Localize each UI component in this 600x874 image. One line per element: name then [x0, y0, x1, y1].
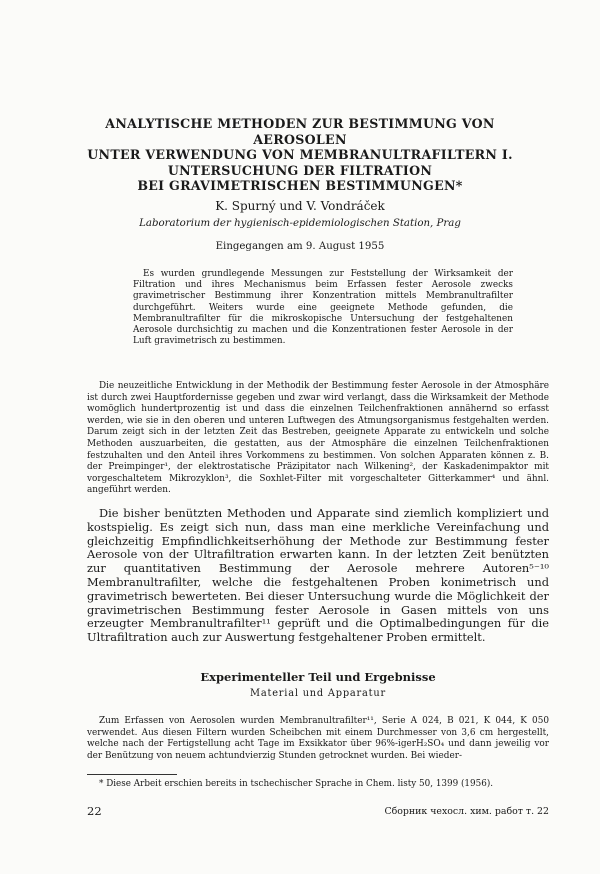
body-paragraph-2: Die bisher benützten Methoden und Apparate sind ziemlich kompliziert und kostspielig. Es zeigt sich nun, dass man eine merkliche Vereinfachung und gleichzeitig Empfindlichkeitserhöhung der Methode zur Bestimmung fester Aerosole von der Ultrafiltration erwarten kann. In der letzten Zeit benützten zur quantitativen Bestimmung der Aerosole mehrere Autoren⁵⁻¹⁰ Membranultrafilter, welche die festgehaltenen Proben konimetrisch und gravimetrisch bewerteten. Bei dieser Untersuchung wurde die Möglichkeit der gravimetrischen Bestimmung fester Aerosole in Gasen mittels von uns erzeugter Membranultrafilter¹¹ geprüft und die Optimalbedingungen für die Ultrafiltration auch zur Auswertung festgehaltener Proben ermittelt. — [87, 506, 549, 645]
abstract: Es wurden grundlegende Messungen zur Feststellung der Wirksamkeit der Filtration und ihres Mechanismus beim Erfassen fester Aerosole zwecks gravimetrischer Bestimmung ihrer Konzentration mittels Membranultrafilter durchgeführt. Weiters wurde eine geeignete Methode gefunden, die Membranultrafilter für die mikroskopische Untersuchung der festgehaltenen Aerosole durchsichtig zu machen und die Konzentrationen fester Aerosole in der Luft gravimetrisch zu bestimmen. — [133, 269, 513, 347]
received-date: Eingegangen am 9. August 1955 — [215, 241, 385, 252]
authors: K. Spurný und V. Vondráček — [215, 199, 385, 213]
journal-reference: Сборник чехосл. хим. работ т. 22 — [384, 806, 549, 817]
footnote-divider — [87, 774, 177, 775]
article-title — [70, 116, 530, 194]
page-number: 22 — [87, 804, 102, 818]
section-title: Experimenteller Teil und Ergebnisse — [200, 670, 436, 684]
affiliation: Laboratorium der hygienisch-epidemiologischen Station, Prag — [139, 218, 461, 229]
body-paragraph-1: Die neuzeitliche Entwicklung in der Methodik der Bestimmung fester Aerosole in der Atmosphäre ist durch zwei Hauptfordernisse gegeben und zwar wird verlangt, dass die Wirksamkeit der Methode womöglich hundertprozentig ist und dass die einzelnen Teilchenfraktionen annähernd so erfasst werden, wie sie in den oberen und unteren Luftwegen des Atmungsorganismus festgehalten werden. Darum zeigt sich in der letzten Zeit das Bestreben, geeignete Apparate zu entwickeln und solche Methoden auszuarbeiten, die gestatten, aus der Atmosphäre die einzelnen Teilchenfraktionen festzuhalten und den Anteil ihres Vorkommens zu bestimmen. Von solchen Apparaten können z. B. der Preimpinger¹, der elektrostatische Präzipitator nach Wilkening², der Kaskadenimpaktor mit vorgeschaltetem Mikrozyklon³, die Soxhlet-Filter mit vorgeschalteter Gitterkammer⁴ und ähnl. angeführt werden. — [87, 381, 549, 496]
title-line-3: UNTERSUCHUNG DER FILTRATION — [167, 162, 433, 178]
title-line-1: ANALYTISCHE METHODEN ZUR BESTIMMUNG VON AEROSOLEN — [105, 116, 495, 147]
title-line-4: BEI GRAVIMETRISCHEN BESTIMMUNGEN* — [137, 178, 463, 193]
subsection-title: Material und Apparatur — [249, 688, 387, 699]
footnote: * Diese Arbeit erschien bereits in tschechischer Sprache in Chem. listy 50, 1399 (1956). — [99, 779, 494, 789]
title-line-2: UNTER VERWENDUNG VON MEMBRANULTRAFILTERN I. — [87, 147, 513, 162]
body-paragraph-3: Zum Erfassen von Aerosolen wurden Membranultrafilter¹¹, Serie A 024, B 021, K 044, K 050 verwendet. Aus diesen Filtern wurden Scheibchen mit einem Durchmesser von 3,6 cm hergestellt, welche nach der Fertigstellung acht Tage im Exsikkator über 96%-igerH₂SO₄ und dann jeweilig vor der Benützung von neuem achtundvierzig Stunden getrocknet wurden. Bei wieder- — [87, 716, 549, 761]
